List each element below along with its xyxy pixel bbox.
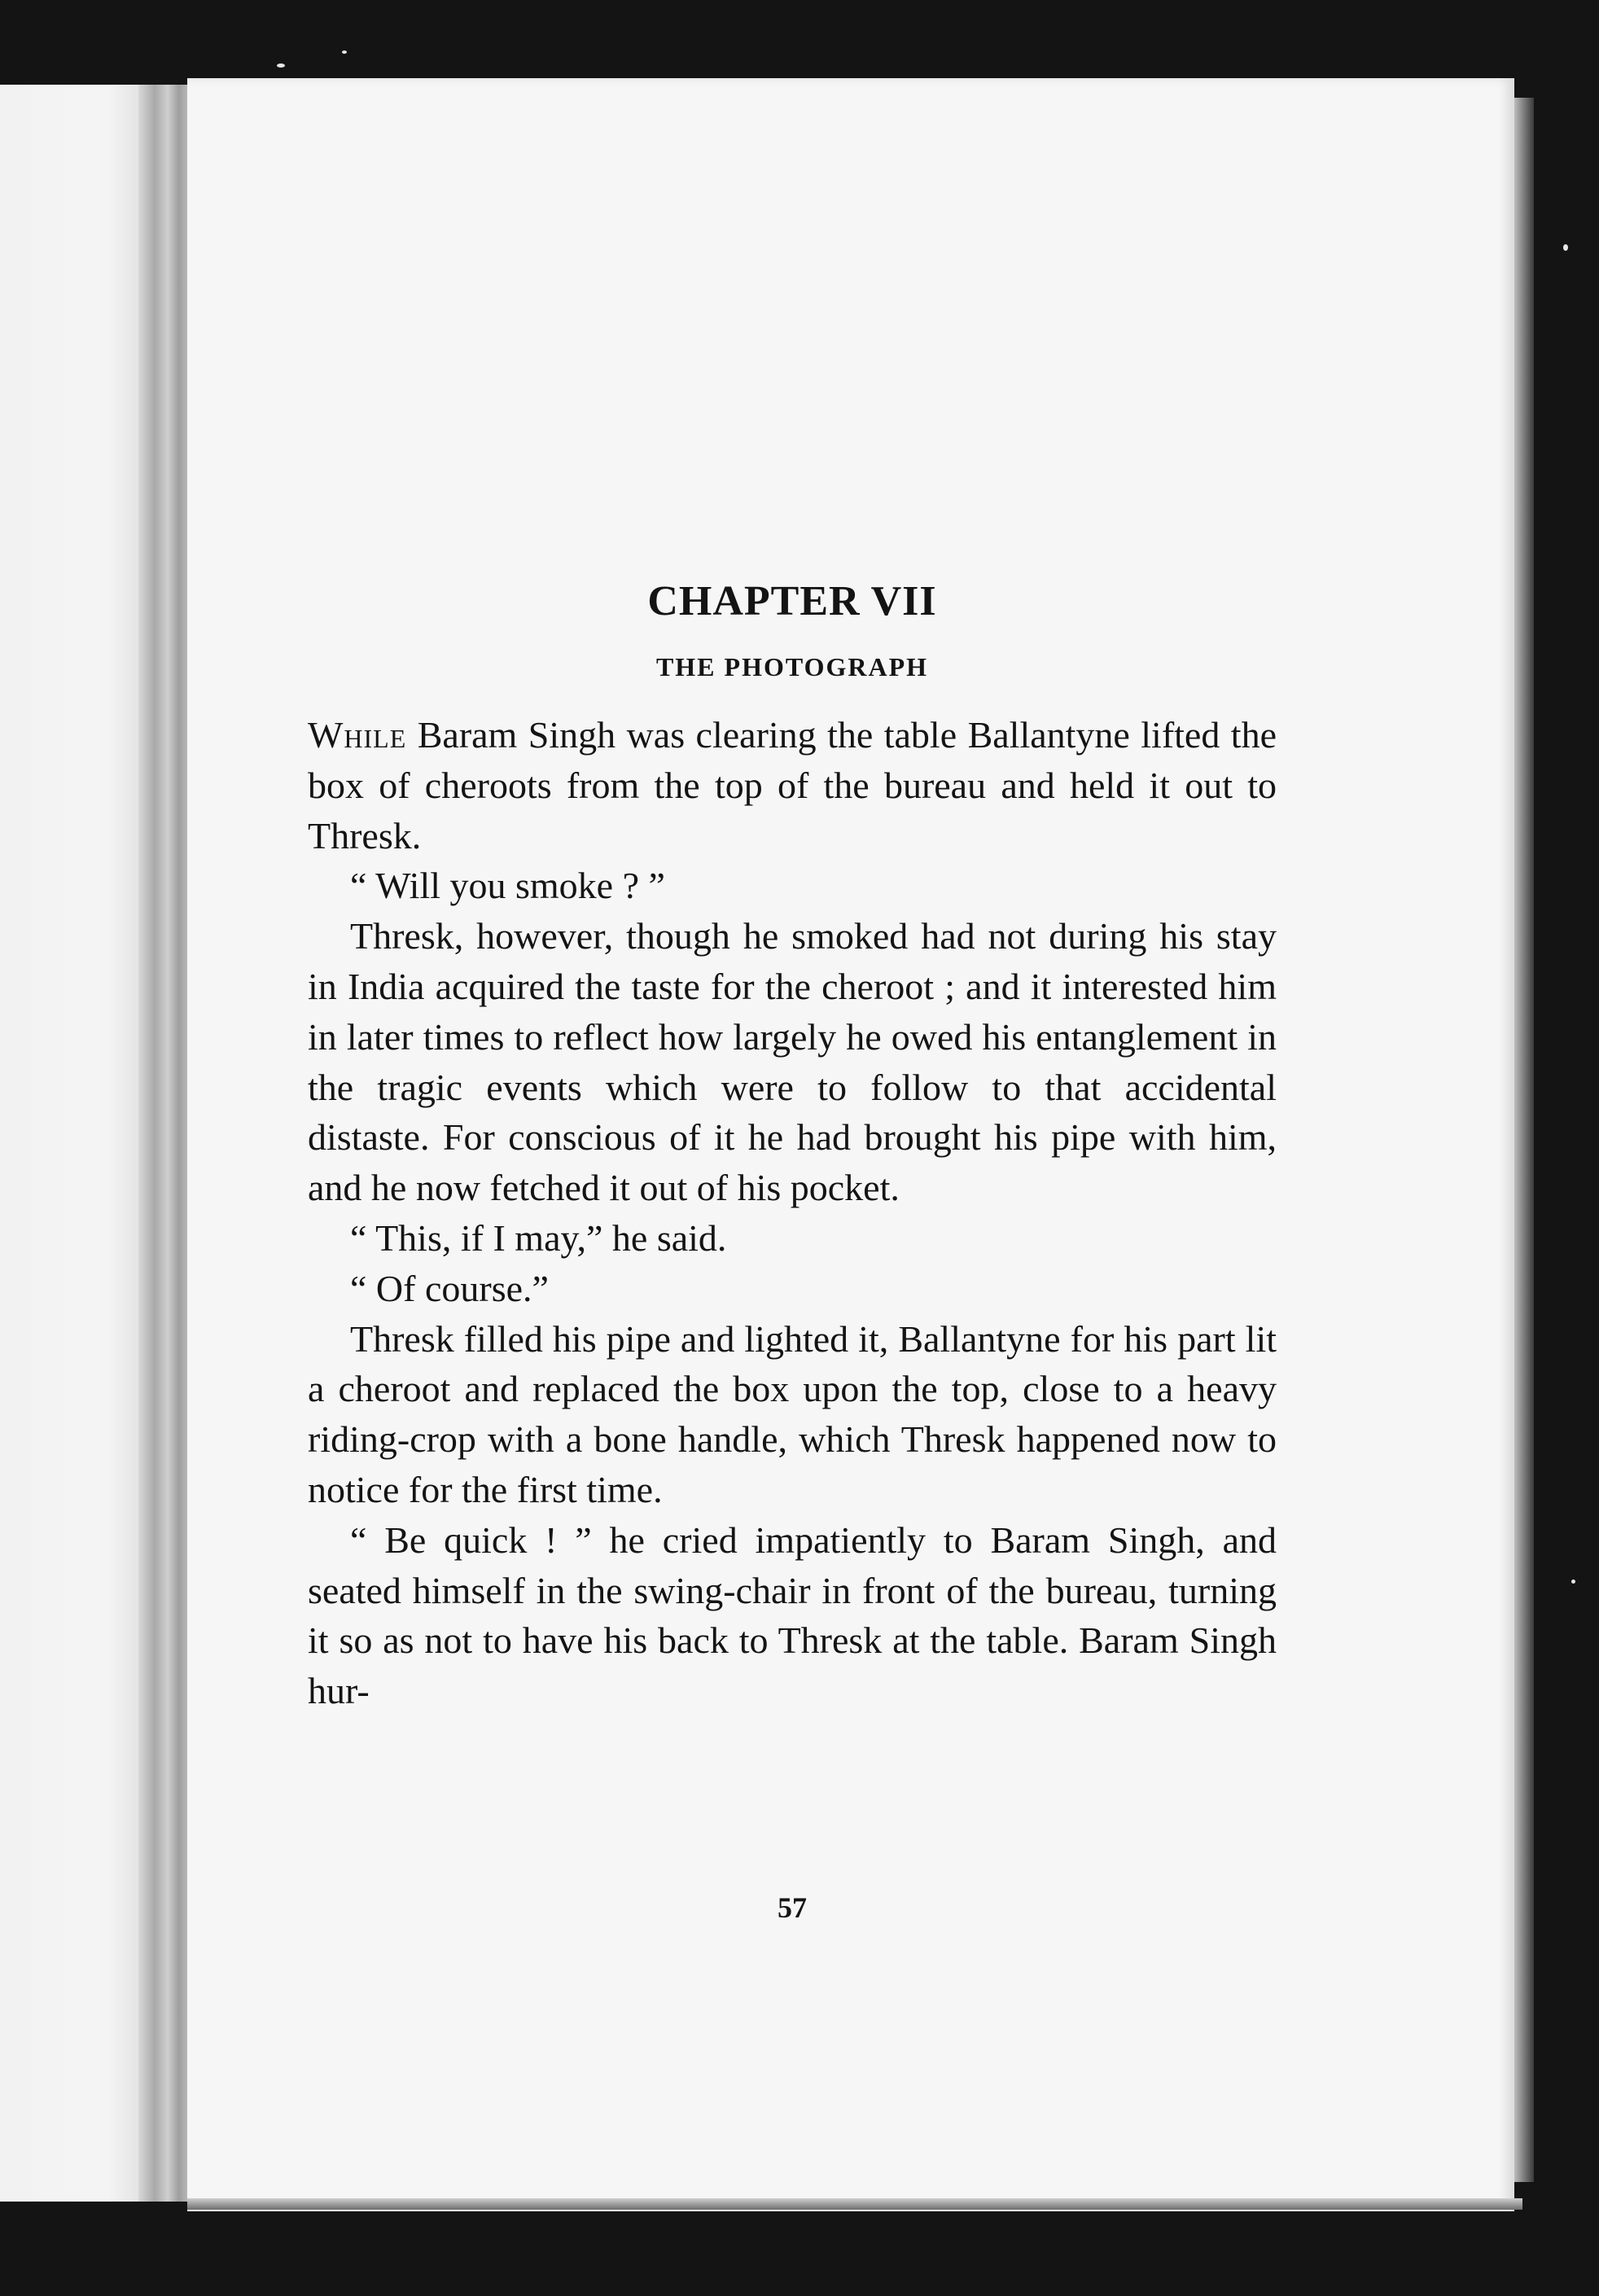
paragraph: “ Will you smoke ? ” <box>350 865 665 907</box>
paragraph: Thresk filled his pipe and lighted it, Ballantyne for his part lit a cheroot and replaced the box upon the top, close to a heavy riding-crop with a bone handle, which Thresk happened now to notice for the first time. <box>308 1317 1277 1510</box>
paragraph: “ This, if I may,” he said. <box>350 1216 727 1259</box>
chapter-title: CHAPTER VII <box>647 578 937 624</box>
dust-speck <box>1563 244 1568 251</box>
page-text-block <box>308 573 1277 1716</box>
page-right-edge <box>1514 98 1534 2182</box>
paragraph-opening <box>308 710 1277 861</box>
opening-word: While <box>308 714 407 756</box>
left-page-edge <box>0 85 155 2202</box>
paragraph: “ Be quick ! ” he cried impatiently to Baram Singh, and seated himself in the swing-chair in front of the bureau, turning it so as not to have his back to Thresk at the table. Baram Singh hur- <box>308 1518 1277 1712</box>
dust-speck <box>277 64 285 68</box>
page-bottom-edge <box>187 2198 1522 2210</box>
chapter-body <box>308 710 1277 1716</box>
paragraph: Thresk, however, though he smoked had not during his stay in India acquired the taste for the cheroot ; and it interested him in later times to reflect how largely he owed his entanglement in the tragic events which were to follow to that accidental distaste. For conscious of it he had brought his pipe with him, and he now fetched it out of his pocket. <box>308 915 1277 1209</box>
dust-speck <box>342 50 347 54</box>
page-number: 57 <box>778 1891 807 1924</box>
paragraph: “ Of course.” <box>350 1267 549 1309</box>
dust-speck <box>1571 1580 1575 1584</box>
chapter-subtitle: THE PHOTOGRAPH <box>655 652 929 681</box>
paragraph-text: Baram Singh was clearing the table Ballantyne lifted the box of cheroots from the top of the bureau and held it out to Thresk. <box>308 714 1277 857</box>
